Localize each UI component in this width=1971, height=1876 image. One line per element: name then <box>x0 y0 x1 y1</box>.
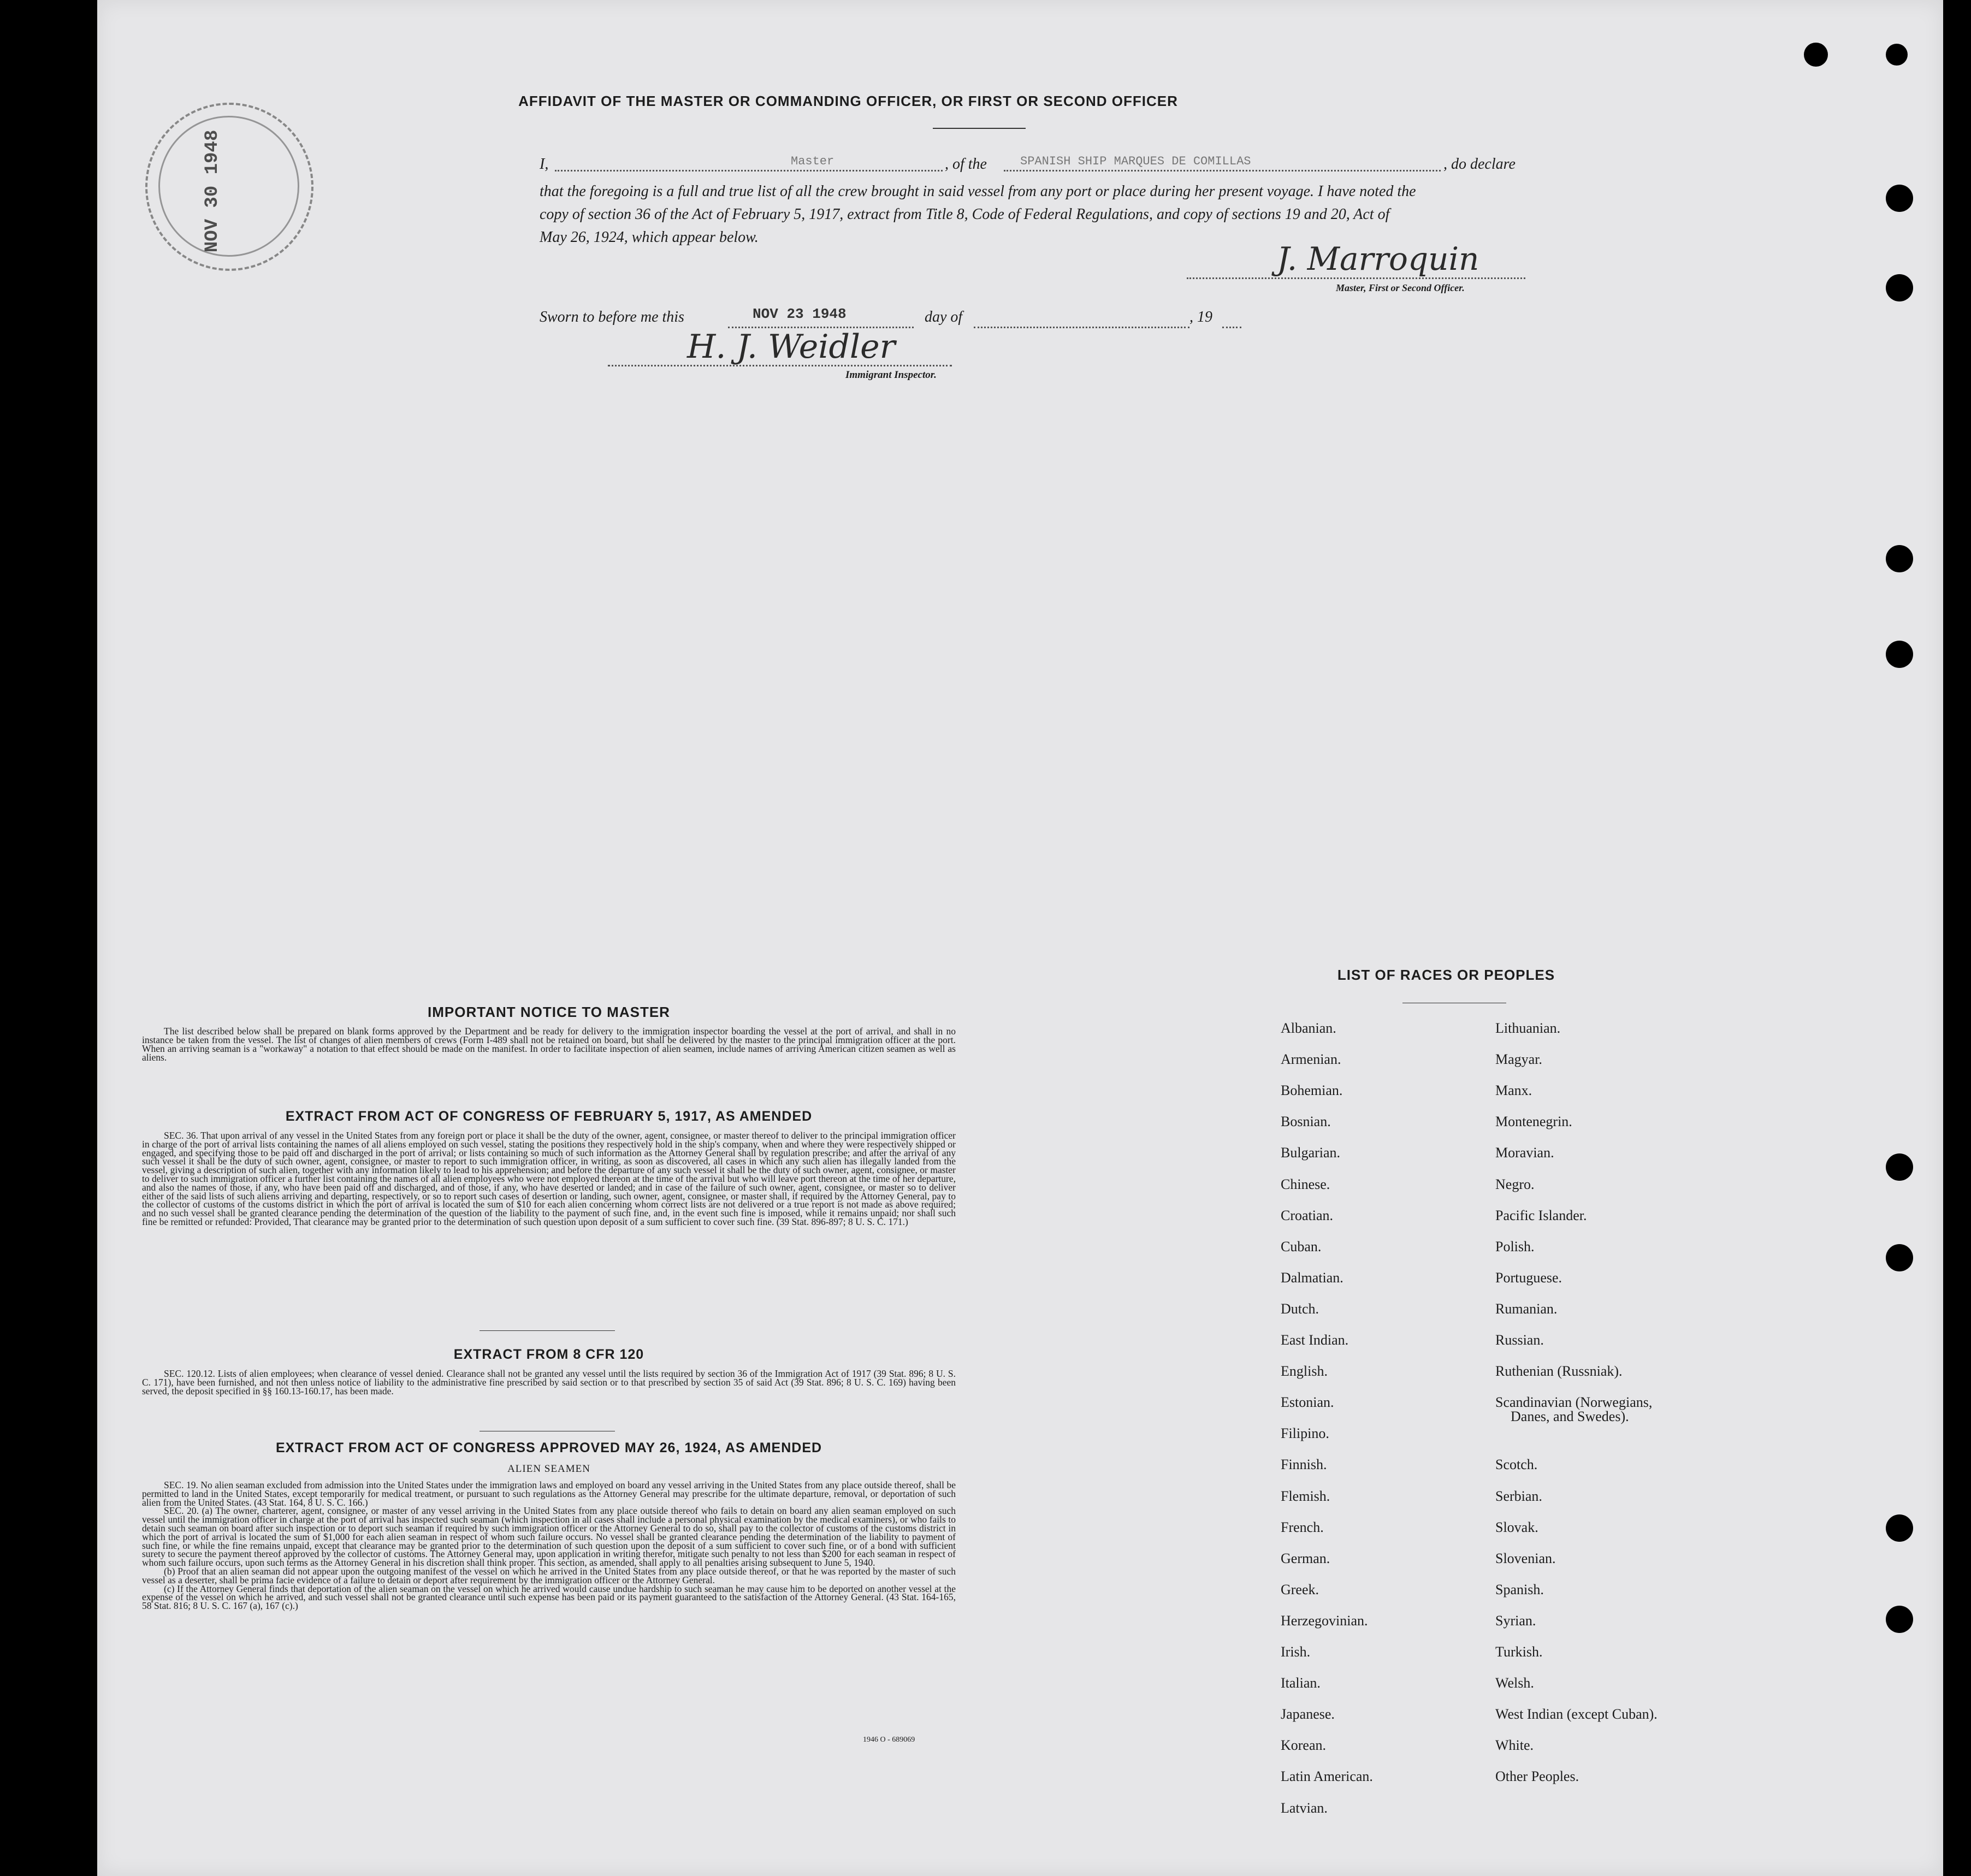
race-item: Bohemian. <box>1281 1082 1343 1099</box>
race-item: Dutch. <box>1281 1300 1319 1317</box>
notice-title: IMPORTANT NOTICE TO MASTER <box>428 1004 670 1020</box>
i-label: I, <box>540 156 549 173</box>
year-blank <box>1222 327 1241 328</box>
sworn-date-stamp: NOV 23 1948 <box>753 306 847 322</box>
race-item: Flemish. <box>1281 1488 1330 1504</box>
race-item: Other Peoples. <box>1495 1768 1579 1785</box>
extract-1917-title: EXTRACT FROM ACT OF CONGRESS OF FEBRUARY 5, 1917, AS AMENDED <box>285 1109 813 1124</box>
punch-hole <box>1886 1514 1913 1542</box>
race-item: Albanian. <box>1281 1020 1336 1036</box>
punch-hole <box>1886 641 1913 668</box>
declaration-line-2: that the foregoing is a full and true list of all the crew brought in said vessel from any port or place during her present voyage. I have noted the <box>540 183 1416 200</box>
race-item: Finnish. <box>1281 1457 1327 1473</box>
do-declare-label: , do declare <box>1443 156 1516 173</box>
race-item: Ruthenian (Russniak). <box>1495 1363 1623 1380</box>
print-code: 1946 O - 689069 <box>863 1736 915 1744</box>
declaration-line-3: copy of section 36 of the Act of February 5, 1917, extract from Title 8, Code of Federal Regulations, and copy of sections 19 and 20, Act of <box>540 206 1390 223</box>
inspector-signature-line <box>608 365 952 366</box>
race-item: Korean. <box>1281 1737 1327 1754</box>
vessel-blank <box>1004 170 1441 171</box>
inspector-label: Immigrant Inspector. <box>845 369 937 381</box>
extract-cfr-body: SEC. 120.12. Lists of alien employees; when clearance of vessel denied. Clearance shall not be granted any vessel until the lists required by section 36 of the Immigration Act of 1917 (39 Stat. 896; 8 U. S. C. 171), have been furnished, and not then unless notice of liability to the administrative fine prescribed by said section or to that prescribed by section 35 of said Act (39 Stat. 896; 8 U. S. C. 169) having been served, the deposit specified in §§ 160.13-160.17, has been made. <box>142 1368 956 1396</box>
race-item: Latvian. <box>1281 1800 1328 1816</box>
race-item: Serbian. <box>1495 1488 1542 1504</box>
punch-hole <box>1886 185 1913 212</box>
punch-hole <box>1886 1606 1913 1633</box>
race-item: Pacific Islander. <box>1495 1207 1587 1223</box>
race-item: Syrian. <box>1495 1612 1536 1629</box>
name-blank <box>555 170 943 171</box>
race-item: Filipino. <box>1281 1425 1329 1442</box>
master-signature: J. Marroquin <box>1277 240 1479 277</box>
extract-1924-title: EXTRACT FROM ACT OF CONGRESS APPROVED MAY 26, 1924, AS AMENDED <box>275 1440 822 1455</box>
race-item: Magyar. <box>1495 1051 1542 1068</box>
punch-hole <box>1886 1153 1913 1181</box>
race-item: Danes, and Swedes). <box>1511 1408 1629 1424</box>
document-page <box>97 0 1943 1876</box>
sec-20a: SEC. 20. (a) The owner, charterer, agent, consignee, or master of any vessel arriving in the United States from any place outside thereof who fails to detain on board any alien seaman employed on such vessel until the immigration officer in charge at the port of arrival has inspected such seaman (which inspection in all cases shall include a personal physical examination by the medical examiners), or who fails to detain such seaman on board after such inspection or to deport such seaman if required by such immigration officer or the Attorney General to do so, shall pay to the collector of customs of the customs district in which the port of arrival is located the sum of $1,000 for each alien seaman in respect of whom such failure occurs. No vessel shall be granted clearance pending the determination of the liability to payment of such fine, or while the fine remains unpaid, except that clearance may be granted prior to the determination of such question upon the deposit of a sum sufficient to cover such fine, or of a bond with sufficient surety to secure the payment thereof approved by the collector of customs. The Attorney General may, upon application in writing therefor, mitigate such penalty to not less than $200 for each seaman in respect of whom such failure occurs, upon such terms as the Attorney General in his discretion shall think proper. This section, as amended, shall apply to all penalties arising subsequent to June 5, 1940. <box>142 1505 956 1569</box>
race-item: Armenian. <box>1281 1051 1341 1068</box>
race-item: Chinese. <box>1281 1176 1330 1192</box>
extract-cfr-title: EXTRACT FROM 8 CFR 120 <box>453 1347 644 1362</box>
sec-19: SEC. 19. No alien seaman excluded from admission into the United States under the immigration laws and employed on board any vessel arriving in the United States from any place outside thereof, shall be permitted to land in the United States, except temporarily for medical treatment, or pursuant to such regulations as the Attorney General may prescribe for the ultimate departure, removal, or deportation of such alien from the United States. (43 Stat. 164, 8 U. S. C. 166.) <box>142 1480 956 1508</box>
punch-hole <box>1886 274 1913 301</box>
race-item: Irish. <box>1281 1644 1311 1660</box>
affidavit-title: AFFIDAVIT OF THE MASTER OR COMMANDING OFFICER, OR FIRST OR SECOND OFFICER <box>518 93 1178 109</box>
section-rule <box>480 1330 615 1331</box>
race-item: Rumanian. <box>1495 1300 1558 1317</box>
race-item: Italian. <box>1281 1675 1321 1691</box>
signer-label: Master, First or Second Officer. <box>1336 282 1465 293</box>
race-item: Turkish. <box>1495 1644 1543 1660</box>
race-item: Moravian. <box>1495 1145 1554 1161</box>
race-item: Welsh. <box>1495 1675 1534 1691</box>
race-item: Croatian. <box>1281 1207 1334 1223</box>
master-signature-line <box>1187 277 1525 279</box>
declaration-line-1 <box>540 156 1632 177</box>
notice-body: The list described below shall be prepared on blank forms approved by the Department and be ready for delivery to the immigration inspector boarding the vessel at the port of arrival, and shall in no instance be taken from the vessel. The list of changes of alien members of crews (Form I-489 shall not be retained on board, but shall be delivered by the master to the principal immigration officer at the port. When an arriving seaman is a "workaway" a notation to that effect should be made on the manifest. In order to facilitate inspection of alien seamen, include names of arriving American citizen seamen as well as aliens. <box>142 1026 956 1063</box>
year-label: , 19 <box>1189 309 1212 326</box>
race-item: West Indian (except Cuban). <box>1495 1706 1658 1723</box>
race-item: German. <box>1281 1550 1330 1566</box>
race-item: Latin American. <box>1281 1768 1373 1785</box>
race-item: Polish. <box>1495 1238 1535 1254</box>
sworn-label: Sworn to before me this <box>540 309 684 326</box>
immigration-date-stamp <box>145 103 313 271</box>
race-item: Manx. <box>1495 1082 1532 1099</box>
extract-1917-body: SEC. 36. That upon arrival of any vessel in the United States from any foreign port or place it shall be the duty of the owner, agent, consignee, or master thereof to deliver to the principal immigration officer in charge of the port of arrival lists containing the names of all aliens employed on such vessel, stating the positions they respectively hold in the ship's company, when and where they were respectively shipped or engaged, and specifying those to be paid off and discharged in the port of arrival; or lists containing so much of such information as the Attorney General shall by regulation prescribe; and after the arrival of any such vessel it shall be the duty of such owner, agent, consignee, or master to report to such immigration officer, in writing, as soon as discovered, all cases in which any such alien has illegally landed from the vessel, giving a description of such alien, together with any information likely to lead to his apprehension; and before the departure of any such vessel it shall be the duty of such owner, agent, consignee, or master to deliver to such immigration officer a further list containing the names of all alien employees who were not employed thereon at the time of the arrival but who will leave port thereon at the time of her departure, and also the names of those, if any, who have been paid off and discharged, and of those, if any, who have deserted or landed; and in case of the failure of such owner, agent, consignee, or master so to deliver either of the said lists of such aliens arriving and departing, respectively, or so to report such cases of desertion or landing, such owner, agent, consignee, or master shall, if required by the Attorney General, pay to the collector of customs of the customs district in which the port of arrival is located the sum of $10 for each alien concerning whom correct lists are not delivered or a true report is not made as above required; and no such vessel shall be granted clearance pending the determination of the question of the liability to the payment of such fine, and, in the event such fine is imposed, while it remains unpaid; nor shall such fine be remitted or refunded: Provided, That clearance may be granted prior to the determination of such question upon deposit of a sum sufficient to cover such fine. (39 Stat. 896-897; 8 U. S. C. 171.) <box>142 1130 956 1227</box>
day-of-label: day of <box>925 309 963 326</box>
master-title-typed: Master <box>791 155 834 168</box>
race-item: Spanish. <box>1495 1581 1544 1597</box>
vessel-name-typed: SPANISH SHIP MARQUES DE COMILLAS <box>1020 155 1251 168</box>
race-item: Japanese. <box>1281 1706 1335 1723</box>
sec-20b: (b) Proof that an alien seaman did not appear upon the outgoing manifest of the vessel on which he arrived in the United States from any place outside thereof, or that he was reported by the master of such vessel as a deserter, shall be prima facie evidence of a failure to detain or deport after requirement by the immigration officer or the Attorney General. <box>142 1565 956 1585</box>
sec-20c: (c) If the Attorney General finds that deportation of the alien seaman on the vessel on which he arrived would cause undue hardship to such seaman he may cause him to be deported on another vessel at the expense of the vessel on which he arrived, and such vessel shall not be granted clearance until such expense has been paid or its payment guaranteed to the satisfaction of the Attorney General. (43 Stat. 164-165, 58 Stat. 816; 8 U. S. C. 167 (a), 167 (c).) <box>142 1583 956 1612</box>
race-item: Russian. <box>1495 1332 1544 1348</box>
race-item: Montenegrin. <box>1495 1114 1572 1130</box>
stamp-date: NOV 30 1948 <box>202 129 223 253</box>
punch-hole <box>1886 545 1913 572</box>
race-item: French. <box>1281 1519 1324 1535</box>
race-item: Lithuanian. <box>1495 1020 1561 1036</box>
race-item: Negro. <box>1495 1176 1535 1192</box>
race-item: Slovak. <box>1495 1519 1538 1535</box>
of-the-label: , of the <box>945 156 987 173</box>
punch-hole <box>1886 1244 1913 1271</box>
race-item: Cuban. <box>1281 1238 1322 1254</box>
punch-hole <box>1886 44 1908 66</box>
race-item: Scandinavian (Norwegians, <box>1495 1394 1653 1411</box>
extract-1924-body <box>142 1481 956 1611</box>
month-blank <box>974 327 1189 328</box>
declaration-text <box>540 180 1529 249</box>
inspector-signature: H. J. Weidler <box>687 328 896 366</box>
race-item: East Indian. <box>1281 1332 1349 1348</box>
race-item: Estonian. <box>1281 1394 1334 1411</box>
race-item: Bulgarian. <box>1281 1145 1341 1161</box>
race-item: English. <box>1281 1363 1328 1380</box>
races-title: LIST OF RACES OR PEOPLES <box>1337 967 1555 983</box>
race-item: Bosnian. <box>1281 1114 1331 1130</box>
race-item: Scotch. <box>1495 1457 1538 1473</box>
race-item: Dalmatian. <box>1281 1269 1343 1286</box>
declaration-line-4: May 26, 1924, which appear below. <box>540 229 759 246</box>
race-item: Herzegovinian. <box>1281 1612 1368 1629</box>
race-item: Slovenian. <box>1495 1550 1556 1566</box>
race-item: Greek. <box>1281 1581 1319 1597</box>
race-item: Portuguese. <box>1495 1269 1562 1286</box>
race-item: White. <box>1495 1737 1534 1754</box>
title-rule <box>933 128 1026 129</box>
punch-hole <box>1804 43 1828 67</box>
extract-1924-subtitle: ALIEN SEAMEN <box>507 1463 590 1475</box>
